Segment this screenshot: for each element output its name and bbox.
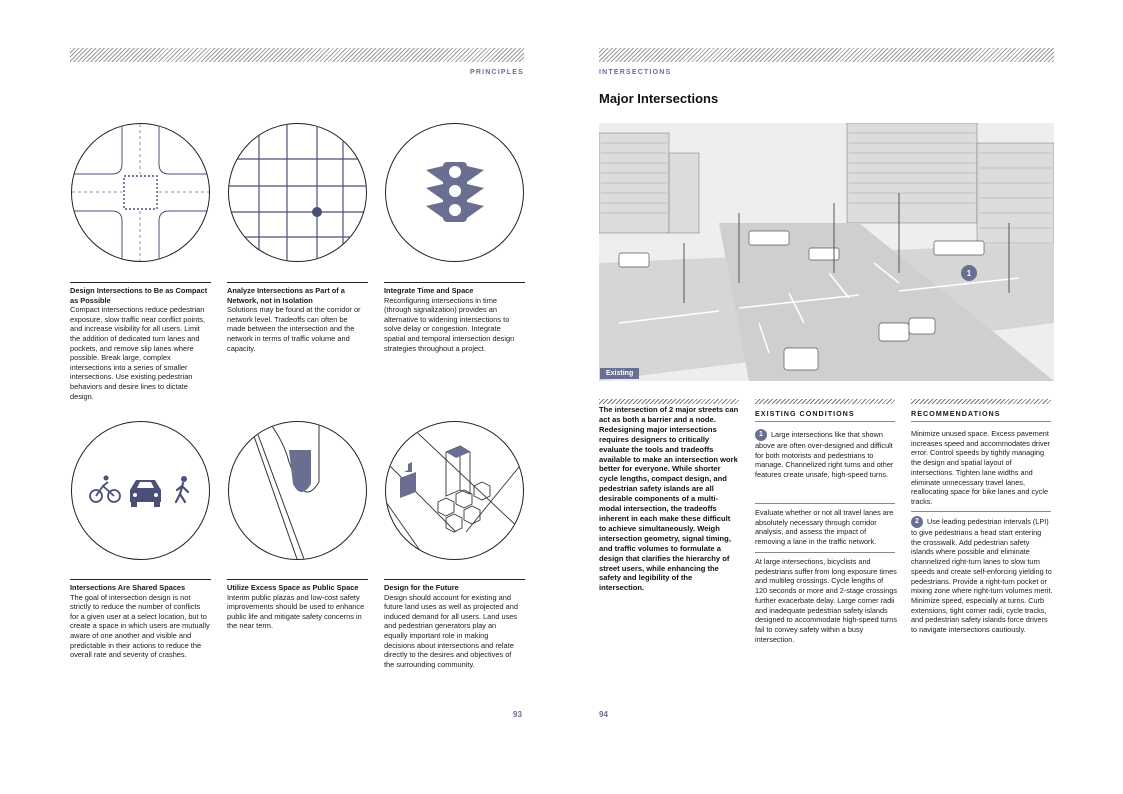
caption-rule [384, 579, 525, 580]
page-title: Major Intersections [599, 91, 719, 106]
principle-public-space [227, 583, 372, 631]
compact-intersection-icon [71, 123, 210, 262]
existing-conditions-heading: EXISTING CONDITIONS [755, 409, 855, 418]
principle-title: Intersections Are Shared Spaces [70, 583, 186, 592]
paragraph-rule [911, 511, 1051, 512]
column-rule [755, 421, 895, 422]
shared-users-icon [71, 421, 210, 560]
column-hatch [755, 399, 895, 404]
section-label-intersections: INTERSECTIONS [599, 69, 672, 76]
principle-network [227, 286, 367, 353]
existing-paragraph-3: At large intersections, bicyclists and pedestrians suffer from long exposure times and multileg crossings. Cycle lengths of 120 seconds or more and 2-stage crossings further exacerbate delay. Large corner radii and inadequate pedestrian safety islands designed to accommodate high-speed turns fail to convey safety within a busy intersection. [755, 557, 897, 644]
principle-shared-spaces [70, 583, 210, 660]
intersection-photo [599, 123, 1054, 381]
paragraph-rule [755, 552, 895, 553]
page-number-left: 93 [513, 710, 522, 719]
principle-text: Compact intersections reduce pedestrian exposure, slow traffic near conflict points, and increase visibility for all users. Limit the addition of dedicated turn lanes and pockets, and remove slip lanes where possible. Break large, complex intersections into a series of smaller intersections. Use existing pedestrian behaviors and desire lines to dictate design. [70, 305, 206, 401]
principle-text: Solutions may be found at the corridor or network level. Tradeoffs can often be made between the intersection and the network in terms of traffic volume and capacity. [227, 305, 361, 353]
principle-compact [70, 286, 210, 401]
principle-title: Design for the Future [384, 583, 459, 592]
photo-callout-1: 1 [966, 269, 972, 278]
header-hatch-right [599, 48, 1054, 62]
recommendations-paragraph-1: Minimize unused space. Excess pavement increases speed and accommodates driver error. Control speeds by tightly managing the design and spatial layout of intersections. Tighten lane widths and eliminate unnecessary travel lanes, reallocating space for bike lanes and cycle tracks. [911, 429, 1051, 506]
principle-title: Integrate Time and Space [384, 286, 474, 295]
paragraph-rule [755, 503, 895, 504]
principle-text: Reconfiguring intersections in time (through signalization) provides an alternative to widening intersections to solve delay or congestion. Integrate spatial and temporal intersection design strategies throughout a project. [384, 295, 515, 353]
recommendations-paragraph-2: 2 Use leading pedestrian intervals (LPI) to give pedestrians a head start entering the crosswalk. Add pedestrian safety islands where possible and eliminate channelized right-turn lanes to slow turn speeds and create self-enforcing yielding to pedestrians. Provide a right-turn pocket or mixing zone where right-turn volumes merit. Minimize speed, especially at turns. Curb extensions, tight corner radii, cycle tracks, and pedestrian safety islands force drivers to navigate intersections cautiously. [911, 516, 1053, 635]
principle-text: Design should account for existing and future land uses as well as projected and induced demand for all users. Land uses and pedestrian generators play an equally important role in making decisions about intersections and relate directly to the desires and objectives of the surrounding community. [384, 592, 518, 669]
principle-future [384, 583, 519, 669]
caption-rule [227, 282, 368, 283]
street-grid-network-icon [228, 123, 367, 262]
column-hatch [911, 399, 1051, 404]
intro-paragraph: The intersection of 2 major streets can act as both a barrier and a node. Redesigning major intersections requires designers to critically evaluate the tools and tradeoffs available to make an intersection work better for everyone. While shorter cycle lengths, compact design, and pedestrian safety islands are all desirable components of a multi-modal intersection, the tradeoffs inherent in each make these difficult to achieve simultaneously. Weigh intersection geometry, signal timing, and traffic volumes to formulate a design that clarifies the hierarchy of street users, while enhancing the safety and legibility of the intersection. [599, 405, 739, 593]
existing-paragraph-2: Evaluate whether or not all travel lanes are absolutely necessary through corridor analysis, and assess the impact of removing a lane in the traffic network. [755, 508, 894, 547]
photo-tag-existing: Existing [600, 368, 639, 379]
column-rule [911, 421, 1051, 422]
principle-text: The goal of intersection design is not strictly to reduce the number of conflicts for a given user at a select location, but to create a space in which users are mutually aware of one another and visible and predictable in their actions to reduce the overall rate and severity of crashes. [70, 592, 210, 660]
recommendations-heading: RECOMMENDATIONS [911, 409, 1001, 418]
existing-paragraph-1: 1 Large intersections like that shown above are often over-designed and difficult for both motorists and pedestrians to manage. Channelized right turns and other features create unsafe, high-speed turns. [755, 429, 894, 480]
section-label-principles: PRINCIPLES [469, 69, 524, 76]
column-hatch [599, 399, 739, 404]
excess-space-plaza-icon [228, 421, 367, 560]
caption-rule [384, 282, 525, 283]
future-buildings-icon [385, 421, 524, 560]
caption-rule [227, 579, 368, 580]
header-hatch-left [70, 48, 524, 62]
caption-rule [70, 579, 211, 580]
principle-text: Interim public plazas and low-cost safety improvements should be used to enhance public life and mitigate safety concerns in the near term. [227, 592, 365, 631]
principle-title: Utilize Excess Space as Public Space [227, 583, 359, 592]
page-number-right: 94 [599, 710, 608, 719]
number-badge: 1 [755, 429, 767, 441]
caption-rule [70, 282, 211, 283]
principle-time-space [384, 286, 524, 353]
principle-title: Design Intersections to Be as Compact as Possible [70, 286, 208, 305]
traffic-signal-icon [385, 123, 524, 262]
principle-title: Analyze Intersections as Part of a Network, not in Isolation [227, 286, 345, 305]
number-badge: 2 [911, 516, 923, 528]
